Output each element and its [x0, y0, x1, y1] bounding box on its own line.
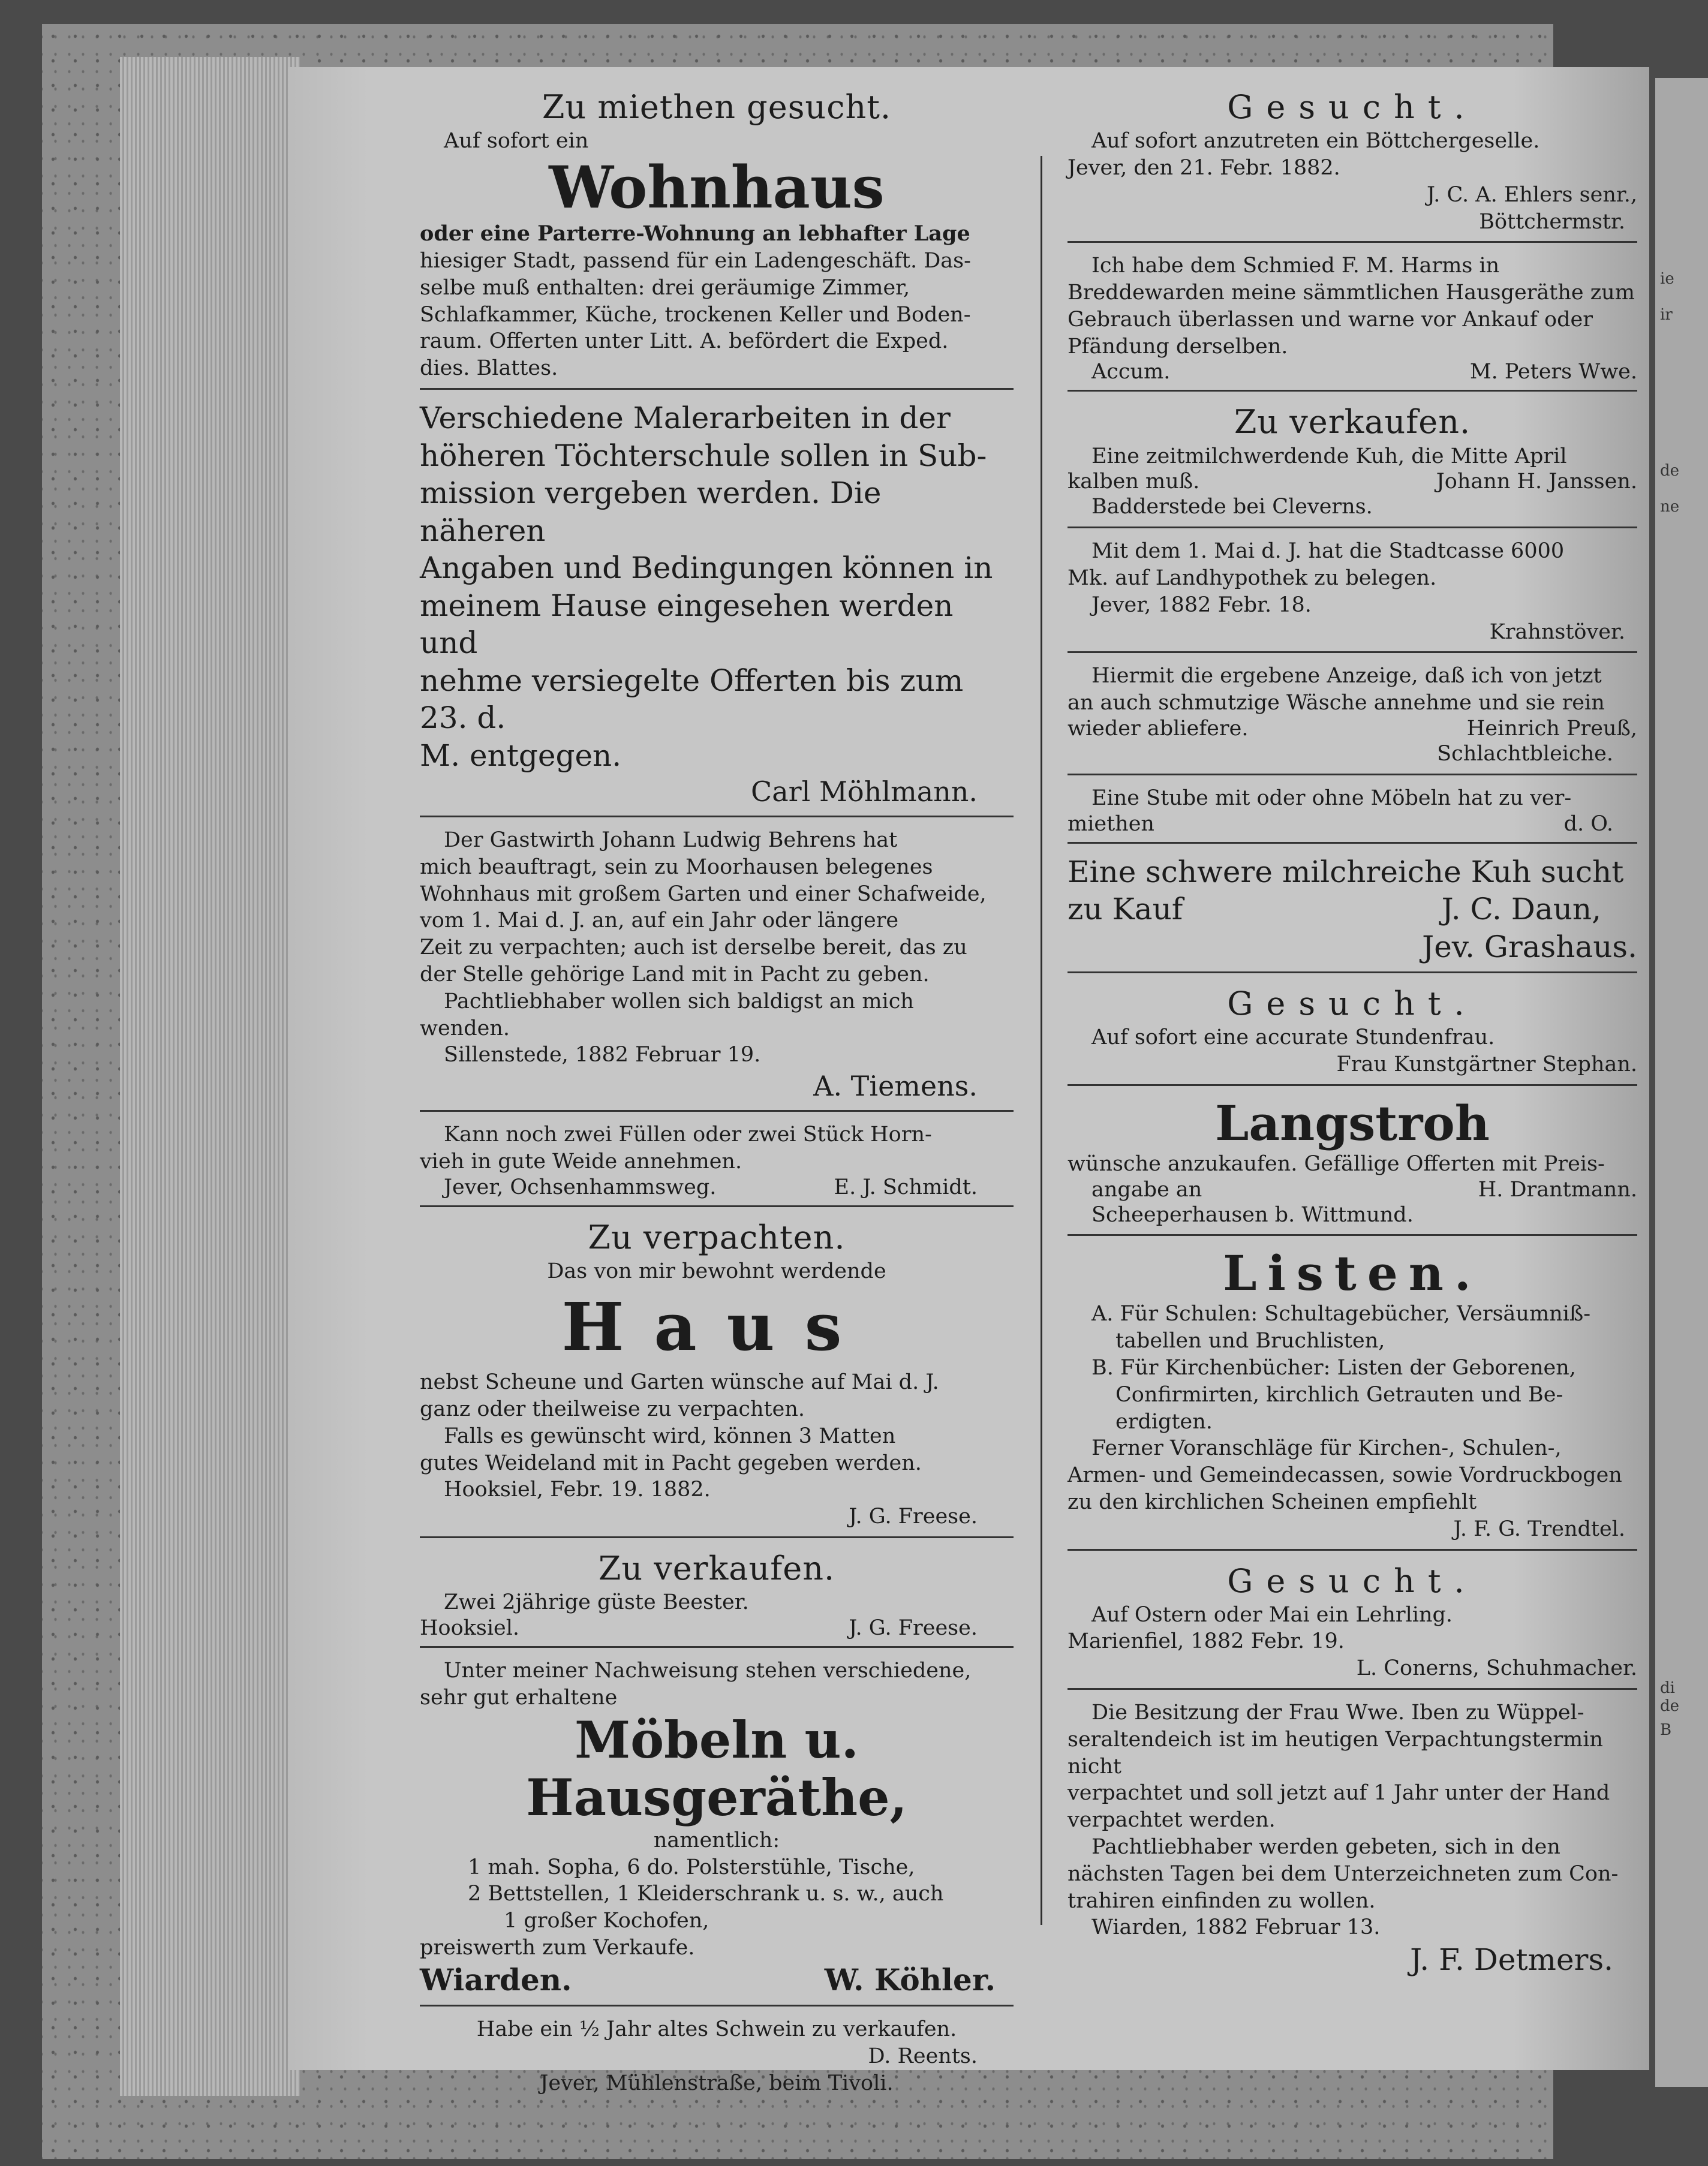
ad-signature-line2: Jev. Grashaus. — [1422, 929, 1637, 964]
ad-place: Accum. — [1091, 360, 1171, 384]
ad-heading: Zu verkaufen. — [598, 1550, 835, 1588]
ad-headline: Haus — [561, 1287, 872, 1365]
ad-line: nächsten Tagen bei dem Unterzeichneten zum Con- — [1068, 1861, 1619, 1886]
ad-line: Pfändung derselben. — [1068, 334, 1288, 359]
ad-line: Zwei 2jährige güste Beester. — [444, 1590, 749, 1615]
ad-line: Der Gastwirth Johann Ludwig Behrens hat — [444, 828, 898, 852]
ad-line: ganz oder theilweise zu verpachten. — [420, 1397, 805, 1422]
ad-footer — [1068, 360, 1637, 384]
ad-line: mission vergeben werden. Die näheren — [420, 476, 882, 548]
ad-beester — [420, 1545, 1014, 1648]
ad-stadtcasse — [1068, 536, 1637, 653]
ad-place: Wiarden. — [420, 1962, 572, 1997]
ad-stundenfrau — [1068, 980, 1637, 1086]
edge-fragment: ne — [1660, 498, 1680, 516]
ad-line: Verschiedene Malerarbeiten in der — [420, 401, 951, 436]
ad-malerarbeiten — [420, 397, 1014, 817]
ad-signature: E. J. Schmidt. — [834, 1175, 978, 1199]
ad-line: Wohnhaus mit großem Garten und einer Schafweide, — [420, 882, 987, 906]
ad-signature: J. G. Freese. — [849, 1616, 978, 1640]
ad-headline: Langstroh — [1215, 1094, 1490, 1151]
ad-place: Sillenstede, 1882 Februar 19. — [444, 1043, 761, 1067]
ad-item: 1 mah. Sopha, 6 do. Polsterstühle, Tische, — [468, 1855, 915, 1879]
ad-signature-line2: Böttchermstr. — [1479, 209, 1625, 234]
ad-line: dies. Blattes. — [420, 356, 558, 381]
ad-headline: Möbeln u. Hausgeräthe, — [526, 1710, 907, 1828]
ad-line: Schlafkammer, Küche, trockenen Keller und Boden- — [420, 302, 971, 327]
ad-signature: H. Drantmann. — [1478, 1177, 1637, 1202]
ad-line: miethen — [1068, 811, 1154, 836]
ad-signature: Frau Kunstgärtner Stephan. — [1336, 1052, 1637, 1076]
ad-item: A. Für Schulen: Schultagebücher, Versäumniß- — [1091, 1302, 1591, 1326]
ad-line: an auch schmutzige Wäsche annehme und sie rein — [1068, 691, 1605, 715]
ad-footer — [420, 1175, 1014, 1199]
ad-line: Pachtliebhaber werden gebeten, sich in den — [1091, 1835, 1560, 1860]
ad-haus — [420, 1214, 1014, 1538]
ad-line: Armen- und Gemeindecassen, sowie Vordruckbogen — [1068, 1463, 1622, 1488]
ad-signature: J. F. G. Trendtel. — [1453, 1517, 1625, 1541]
ad-line: Breddewarden meine sämmtlichen Hausgeräthe zum — [1068, 281, 1635, 305]
ad-signature: Carl Möhlmann. — [751, 775, 978, 808]
ad-line: verpachtet und soll jetzt auf 1 Jahr unter der Hand — [1068, 1781, 1610, 1806]
edge-fragment: de — [1660, 462, 1680, 480]
ad-line: sehr gut erhaltene — [420, 1685, 618, 1710]
ad-line: gutes Weideland mit in Pacht gegeben werden. — [420, 1451, 922, 1475]
ad-line: Zeit zu verpachten; auch ist derselbe bereit, das zu — [420, 935, 967, 960]
ad-moebeln — [420, 1655, 1014, 2006]
ad-line: oder eine Parterre-Wohnung an lebhafter Lage — [420, 221, 970, 246]
ad-line: mich beauftragt, sein zu Moorhausen belegenes — [420, 855, 933, 879]
ad-place: Scheeperhausen b. Wittmund. — [1091, 1202, 1414, 1227]
ad-place: Marienfiel, 1882 Febr. 19. — [1068, 1629, 1345, 1654]
ad-line: M. entgegen. — [420, 738, 622, 773]
ad-listen — [1068, 1243, 1637, 1550]
ad-line: vom 1. Mai d. J. an, auf ein Jahr oder längere — [420, 908, 899, 933]
ad-line: Auf sofort eine accurate Stundenfrau. — [1091, 1025, 1495, 1050]
ad-headline: Wohnhaus — [549, 153, 885, 221]
ad-waesche — [1068, 660, 1637, 775]
ad-place: Wiarden, 1882 Februar 13. — [1091, 1915, 1381, 1940]
ad-place: Jever, 1882 Febr. 18. — [1091, 592, 1312, 617]
left-column — [420, 84, 1014, 2110]
ad-line: Eine zeitmilchwerdende Kuh, die Mitte April — [1091, 444, 1567, 468]
ad-item: B. Für Kirchenbücher: Listen der Geborenen, — [1091, 1355, 1576, 1380]
ad-place: Hooksiel. — [420, 1616, 520, 1640]
ad-signature: Heinrich Preuß, — [1466, 716, 1637, 741]
ad-heading: Zu verpachten. — [588, 1218, 846, 1256]
ad-line: verpachtet werden. — [1068, 1808, 1276, 1833]
ad-line: angabe an — [1091, 1177, 1202, 1202]
ad-item: 2 Bettstellen, 1 Kleiderschrank u. s. w., auch — [468, 1882, 944, 1906]
ad-line: Unter meiner Nachweisung stehen verschiedene, — [444, 1658, 972, 1683]
ad-headline: Listen. — [1223, 1245, 1482, 1302]
ad-line: vieh in gute Weide annehmen. — [420, 1149, 742, 1174]
ad-line: nebst Scheune und Garten wünsche auf Mai d. J. — [420, 1370, 939, 1395]
ad-signature: Krahnstöver. — [1489, 619, 1625, 644]
ad-line: seraltendeich ist im heutigen Verpachtungstermin nicht — [1068, 1727, 1603, 1779]
ad-footer — [1068, 717, 1637, 741]
ad-besitzung — [1068, 1697, 1637, 1985]
ad-signature: L. Conerns, Schuhmacher. — [1356, 1656, 1637, 1681]
ad-line: Eine Stube mit oder ohne Möbeln hat zu ver- — [1091, 786, 1572, 810]
ad-footer — [1068, 891, 1637, 928]
ad-heading: Gesucht. — [1227, 985, 1478, 1023]
ad-signature: J. G. Freese. — [849, 1505, 978, 1529]
ad-line: Auf Ostern oder Mai ein Lehrling. — [1091, 1602, 1453, 1627]
ad-line: höheren Töchterschule sollen in Sub- — [420, 438, 987, 473]
ad-line: wenden. — [420, 1016, 510, 1040]
ad-line: kalben muß. — [1068, 470, 1200, 494]
ad-place: Jever, den 21. Febr. 1882. — [1068, 155, 1340, 180]
ad-line: Mit dem 1. Mai d. J. hat die Stadtcasse 6000 — [1091, 539, 1565, 564]
ad-line: Gebrauch überlassen und warne vor Ankauf oder — [1068, 307, 1593, 332]
ad-line: Eine schwere milchreiche Kuh sucht — [1068, 854, 1624, 889]
ad-line: trahiren einfinden zu wollen. — [1068, 1888, 1376, 1913]
ad-footer — [1068, 1178, 1637, 1202]
ad-heading: Gesucht. — [1227, 88, 1478, 126]
ad-stube — [1068, 783, 1637, 844]
ad-line: Hiermit die ergebene Anzeige, daß ich von jetzt — [1091, 664, 1602, 688]
ad-footer — [1068, 470, 1637, 494]
ad-langstroh — [1068, 1093, 1637, 1237]
ad-line: Falls es gewünscht wird, können 3 Matten — [444, 1424, 896, 1448]
ad-lehrling — [1068, 1558, 1637, 1690]
ad-footer — [1068, 812, 1637, 836]
ad-boettcher — [1068, 84, 1637, 243]
ad-line: Ferner Voranschläge für Kirchen-, Schulen-, — [1091, 1436, 1562, 1461]
ad-intro: Auf sofort ein — [444, 129, 589, 154]
ad-line: wieder abliefere. — [1068, 716, 1249, 741]
edge-fragment: di — [1660, 1679, 1675, 1697]
ad-signature: J. C. Daun, — [1441, 892, 1601, 927]
ad-line: Ich habe dem Schmied F. M. Harms in — [1091, 254, 1500, 278]
ad-place: Jever, Mühlenstraße, beim Tivoli. — [540, 2071, 894, 2095]
ad-footer — [420, 1616, 1014, 1640]
column-divider — [1041, 156, 1042, 1925]
ad-kuh — [1068, 399, 1637, 528]
ad-item: Confirmirten, kirchlich Getrauten und Be- — [1115, 1382, 1563, 1407]
ad-footer — [420, 1962, 1014, 1999]
ad-subline: namentlich: — [653, 1828, 780, 1852]
ad-line: wünsche anzukaufen. Gefällige Offerten mit Preis- — [1068, 1151, 1605, 1176]
ad-line: Mk. auf Landhypothek zu belegen. — [1068, 565, 1437, 590]
facing-page-strip — [1655, 78, 1708, 2087]
ad-signature: Johann H. Janssen. — [1436, 470, 1637, 494]
ad-tail: preiswerth zum Verkaufe. — [420, 1935, 695, 1960]
ad-line: nehme versiegelte Offerten bis zum 23. d. — [420, 663, 964, 736]
ad-item: tabellen und Bruchlisten, — [1115, 1329, 1385, 1353]
ad-signature: M. Peters Wwe. — [1469, 360, 1637, 384]
page-edges — [120, 57, 300, 2096]
ad-line: meinem Hause eingesehen werden und — [420, 588, 954, 661]
ad-daun — [1068, 851, 1637, 974]
ad-signature: A. Tiemens. — [813, 1070, 978, 1103]
ad-signature: d. O. — [1563, 811, 1613, 836]
ad-wohnhaus — [420, 84, 1014, 390]
edge-fragment: de — [1660, 1697, 1680, 1715]
ad-behrens — [420, 825, 1014, 1112]
ad-intro: Das von mir bewohnt werdende — [547, 1259, 886, 1283]
ad-line: Pachtliebhaber wollen sich baldigst an mich — [444, 989, 914, 1013]
ad-heading: Zu miethen gesucht. — [542, 88, 892, 126]
edge-fragment: ir — [1660, 306, 1673, 324]
ad-place: Badderstede bei Cleverns. — [1091, 495, 1373, 519]
ad-heading: Zu verkaufen. — [1234, 403, 1471, 441]
edge-fragment: ie — [1660, 270, 1674, 288]
ad-line: der Stelle gehörige Land mit in Pacht zu geben. — [420, 962, 930, 986]
ad-line: hiesiger Stadt, passend für ein Ladengeschäft. Das- — [420, 249, 971, 273]
edge-fragment: B — [1660, 1721, 1672, 1739]
ad-schwein — [420, 2014, 1014, 2102]
ad-schmidt — [420, 1119, 1014, 1207]
ad-line: Die Besitzung der Frau Wwe. Iben zu Wüppel- — [1091, 1701, 1584, 1725]
ad-signature: J. F. Detmers. — [1410, 1942, 1613, 1978]
right-column — [1068, 84, 1637, 1992]
ad-line: selbe muß enthalten: drei geräumige Zimmer, — [420, 275, 910, 300]
ad-line: Habe ein ½ Jahr altes Schwein zu verkaufen. — [476, 2017, 957, 2042]
ad-line: raum. Offerten unter Litt. A. befördert die Exped. — [420, 329, 949, 354]
ad-signature: D. Reents. — [868, 2044, 978, 2069]
ad-line: Angaben und Bedingungen können in — [420, 550, 993, 586]
ad-harms — [1068, 250, 1637, 392]
ad-item: 1 großer Kochofen, — [504, 1909, 709, 1933]
ad-signature: W. Köhler. — [824, 1962, 996, 1997]
ad-line: zu den kirchlichen Scheinen empfiehlt — [1068, 1490, 1477, 1514]
ad-item: erdigten. — [1115, 1409, 1213, 1434]
ad-line: zu Kauf — [1068, 892, 1183, 927]
ad-line: Auf sofort anzutreten ein Böttchergeselle. — [1091, 129, 1540, 154]
ad-signature: J. C. A. Ehlers senr., — [1426, 182, 1637, 207]
ad-line: Kann noch zwei Füllen oder zwei Stück Horn- — [444, 1123, 932, 1147]
ad-place: Hooksiel, Febr. 19. 1882. — [444, 1478, 711, 1502]
ad-signature-line2: Schlachtbleiche. — [1437, 741, 1613, 766]
ad-heading: Gesucht. — [1227, 1562, 1478, 1600]
ad-place: Jever, Ochsenhammsweg. — [444, 1175, 717, 1199]
